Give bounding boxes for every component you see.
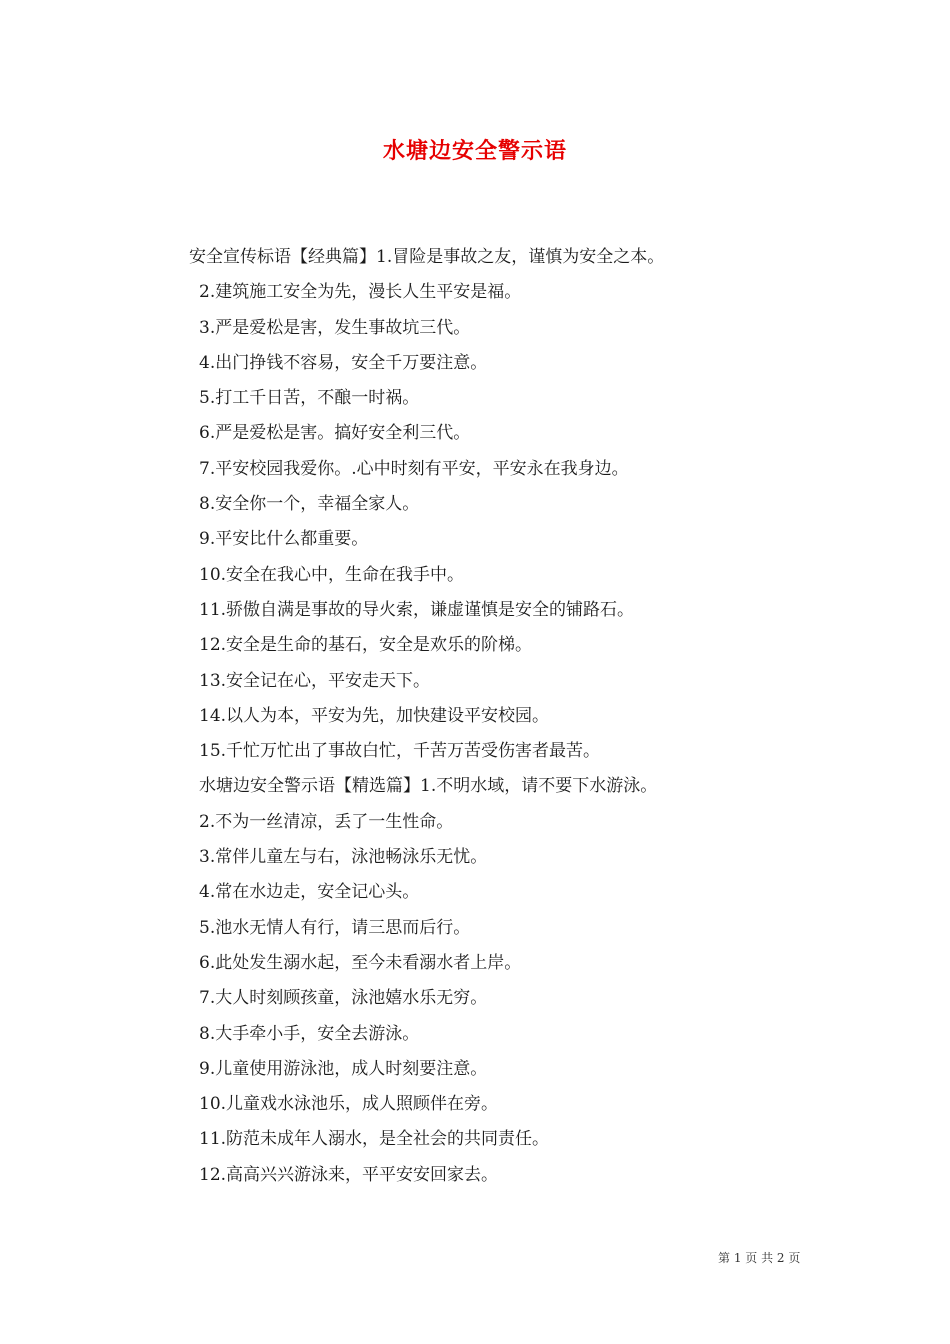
body-line: 7.大人时刻顾孩童，泳池嬉水乐无穷。: [199, 988, 488, 1009]
body-line: 9.平安比什么都重要。: [199, 529, 369, 550]
page-number-footer: 第 1 页 共 2 页: [718, 1251, 801, 1265]
body-line: 12.高高兴兴游泳来，平平安安回家去。: [199, 1164, 499, 1185]
body-line: 安全宣传标语【经典篇】1.冒险是事故之友，谨慎为安全之本。: [189, 247, 665, 267]
body-line: 12.安全是生命的基石，安全是欢乐的阶梯。: [199, 635, 533, 656]
body-line: 10.安全在我心中，生命在我手中。: [199, 564, 465, 585]
body-line: 8.安全你一个，幸福全家人。: [199, 494, 420, 515]
body-line: 水塘边安全警示语【精选篇】1.不明水域，请不要下水游泳。: [199, 776, 658, 797]
body-line: 3.严是爱松是害，发生事故坑三代。: [199, 317, 471, 338]
document-title: 水塘边安全警示语: [382, 138, 567, 164]
body-line: 3.常伴儿童左与右，泳池畅泳乐无忧。: [199, 847, 488, 868]
body-line: 11.防范未成年人溺水，是全社会的共同责任。: [199, 1129, 550, 1150]
body-line: 13.安全记在心，平安走天下。: [199, 670, 431, 691]
document-body: [189, 240, 849, 1193]
body-line: 11.骄傲自满是事故的导火索，谦虚谨慎是安全的铺路石。: [199, 599, 635, 620]
body-line: 9.儿童使用游泳池，成人时刻要注意。: [199, 1058, 488, 1079]
body-line: 15.千忙万忙出了事故白忙，千苦万苦受伤害者最苦。: [199, 741, 601, 762]
body-line: 5.打工千日苦，不酿一时祸。: [199, 388, 420, 409]
body-line: 2.建筑施工安全为先，漫长人生平安是福。: [199, 282, 522, 303]
body-line: 8.大手牵小手，安全去游泳。: [199, 1023, 420, 1044]
body-line: 14.以人为本，平安为先，加快建设平安校园。: [199, 705, 550, 726]
body-line: 7.平安校园我爱你。.心中时刻有平安，平安永在我身边。: [199, 458, 629, 479]
body-line: 4.出门挣钱不容易，安全千万要注意。: [199, 352, 488, 373]
body-line: 4.常在水边走，安全记心头。: [199, 882, 420, 903]
body-line: 10.儿童戏水泳池乐，成人照顾伴在旁。: [199, 1094, 499, 1115]
body-line: 6.严是爱松是害。搞好安全利三代。: [199, 423, 471, 444]
body-line: 5.池水无情人有行，请三思而后行。: [199, 917, 471, 938]
body-line: 6.此处发生溺水起，至今未看溺水者上岸。: [199, 952, 522, 973]
body-line: 2.不为一丝清凉，丢了一生性命。: [199, 811, 454, 832]
